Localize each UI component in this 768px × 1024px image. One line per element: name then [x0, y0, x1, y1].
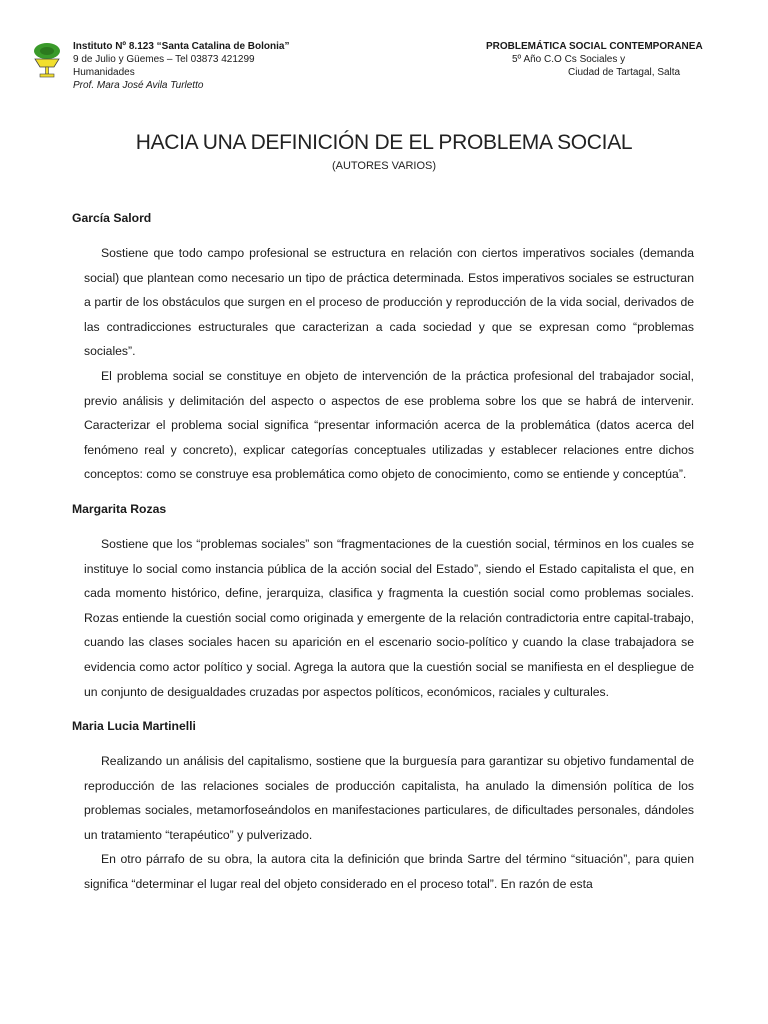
header-left — [73, 40, 289, 92]
institute-logo-icon — [32, 40, 62, 80]
section-garcia-salord — [72, 210, 694, 487]
city-name: Ciudad de Tartagal, Salta — [568, 67, 681, 78]
institute-address: 9 de Julio y Güemes – Tel 03873 421299 — [73, 54, 255, 65]
course-year: 5º Año C.O Cs Sociales y — [512, 54, 626, 65]
author-heading: Maria Lucia Martinelli — [72, 719, 196, 734]
course-name: PROBLEMÁTICA SOCIAL CONTEMPORANEA — [486, 41, 703, 52]
author-heading: García Salord — [72, 211, 152, 225]
document-subtitle: (AUTORES VARIOS) — [331, 160, 437, 172]
institute-area: Humanidades — [73, 67, 135, 78]
header-right — [460, 40, 703, 79]
paragraph: Realizando un análisis del capitalismo, sostiene que la burguesía para garantizar su objetivo fundamental de reproducción de las relaciones sociales de producción capitalista, ha anulado la dimensión política de los problemas sociales, metamorfoseándolos en manifestaciones particulares, de dificultades personales, dándoles un tratamiento “terapéutico” y pulverizado. — [84, 754, 694, 842]
paragraph: En otro párrafo de su obra, la autora cita la definición que brinda Sartre del término “situación”, para quien significa “determinar el lugar real del objeto considerado en el proceso total”. En razón de esta — [84, 852, 694, 892]
paragraph: El problema social se constituye en objeto de intervención de la práctica profesional del trabajador social, previo análisis y delimitación del aspecto o aspectos de ese problema sobre los que se habrá de intervenir. Caracterizar el problema social significa “presentar información acerca de la problemática (datos acerca del fenómeno real y concreto), explicar categorías conceptuales utilizadas y establecer relaciones entre dichos conceptos: como se construye esa problemática como objeto de conocimiento, como se entiende y conceptúa”. — [84, 368, 694, 482]
section-margarita-rozas — [72, 501, 694, 704]
institute-name: Instituto Nº 8.123 “Santa Catalina de Bolonia” — [73, 41, 290, 52]
author-heading: Margarita Rozas — [72, 501, 167, 516]
paragraph: Sostiene que los “problemas sociales” son “fragmentaciones de la cuestión social, términos en los cuales se instituye lo social como instancia pública de la acción social del Estado”, siendo el Estado capitalista el que, en cada momento histórico, define, jerarquiza, clasifica y fragmenta la cuestión social como problemas sociales. Rozas entiende la cuestión social como originada y emergente de la relación contradictoria entre capital-trabajo, cuando las clases sociales hacen su aparición en el escenario socio-político y cuando la clase trabajadora se evidencia como actor político y social. Agrega la autora que la cuestión social se manifiesta en el despliegue de un conjunto de desigualdades cruzadas por aspectos políticos, económicos, raciales y culturales. — [84, 536, 694, 699]
section-maria-lucia-martinelli — [72, 718, 694, 897]
paragraph: Sostiene que todo campo profesional se estructura en relación con ciertos imperativos sociales (demanda social) que plantean como necesario un tipo de práctica determinada. Estos imperativos sociales se estructuran a partir de los obstáculos que surgen en el proceso de producción y reproducción de la vida social, derivados de las contradicciones estructurales que caracterizan a cada sociedad y que se expresan como “problemas sociales”. — [84, 246, 694, 359]
document-header — [0, 40, 768, 100]
document-body — [72, 210, 694, 897]
document-title: HACIA UNA DEFINICIÓN DE EL PROBLEMA SOCIAL — [135, 131, 633, 154]
professor-name: Prof. Mara José Avila Turletto — [73, 80, 204, 91]
